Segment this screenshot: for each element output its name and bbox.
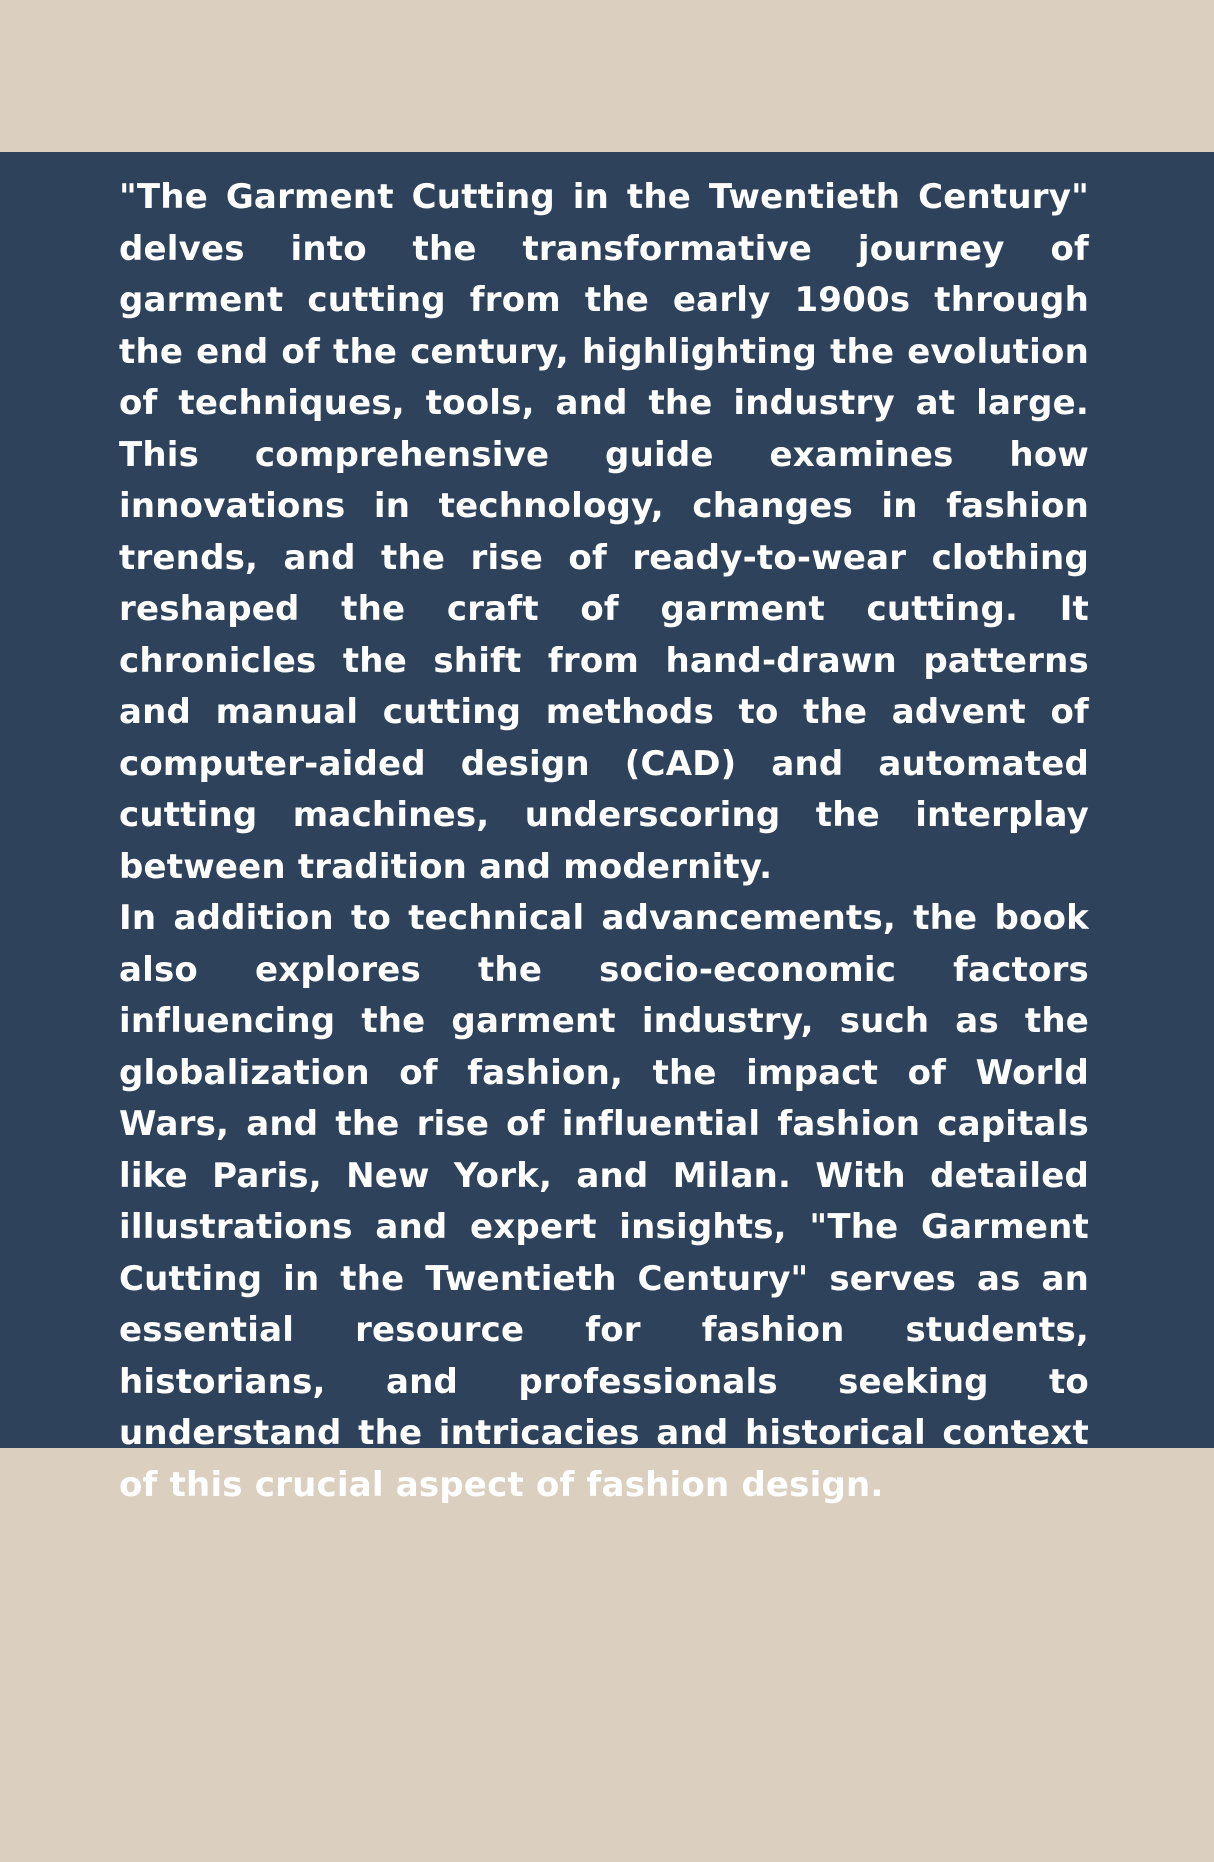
description-paragraph-1: "The Garment Cutting in the Twentieth Century" delves into the transformative journey of garment cutting from the early 1900s through the end of the century, highlighting the evolution of techniques, tools, and the industry at large. This comprehensive guide examines how innovations in technology, changes in fashion trends, and the rise of ready-to-wear clothing reshaped the craft of garment cutting. It chronicles the shift from hand-drawn patterns and manual cutting methods to the advent of computer-aided design (CAD) and automated cutting machines, underscoring the interplay between tradition and modernity. (119, 177, 1089, 887)
book-description (119, 172, 1089, 1511)
description-paragraph-2: In addition to technical advancements, the book also explores the socio-economic factors influencing the garment industry, such as the globalization of fashion, the impact of World Wars, and the rise of influential fashion capitals like Paris, New York, and Milan. With detailed illustrations and expert insights, "The Garment Cutting in the Twentieth Century" serves as an essential resource for fashion students, historians, and professionals seeking to understand the intricacies and historical context of this crucial aspect of fashion design. (119, 898, 1089, 1505)
